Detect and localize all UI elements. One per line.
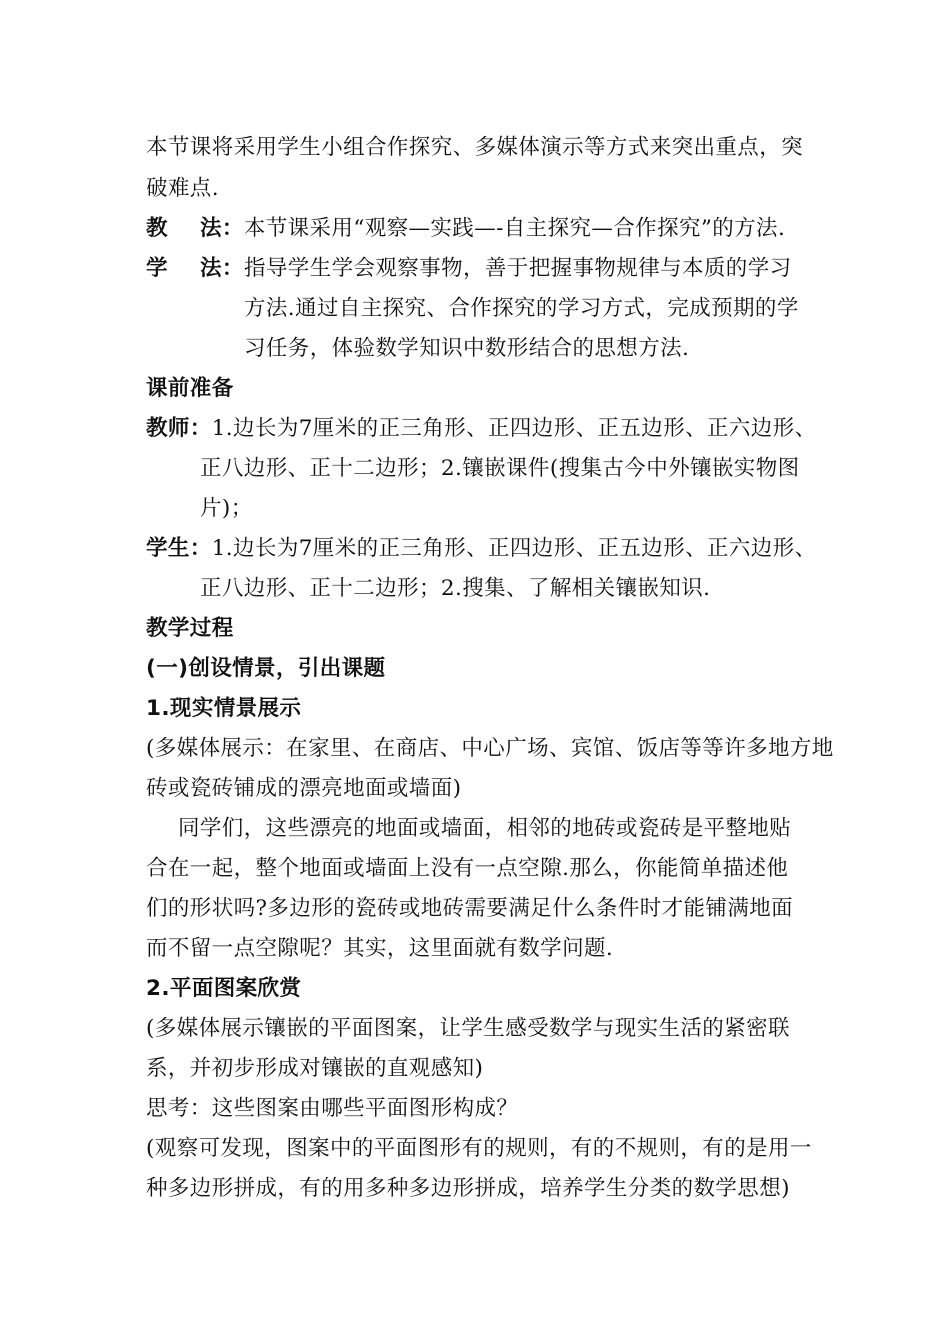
- learning-method-line-3: 习任务，体验数学知识中数形结合的思想方法.: [244, 336, 690, 361]
- subsection-1-para-line-1: 同学们，这些漂亮的地面或墙面，相邻的地砖或瓷砖是平整地贴: [178, 816, 792, 841]
- section-1-heading: (一)创设情景，引出课题: [146, 656, 386, 681]
- prep-heading: 课前准备: [146, 376, 234, 401]
- learning-method-line-1: 指导学生学会观察事物，善于把握事物规律与本质的学习: [244, 256, 792, 281]
- learning-method-label-a: 学: [146, 256, 168, 281]
- teaching-method-label-a: 教: [146, 216, 168, 241]
- process-heading: 教学过程: [146, 616, 234, 641]
- teacher-prep-line-3: 片)；: [200, 496, 253, 521]
- intro-line-1: 本节课将采用学生小组合作探究、多媒体演示等方式来突出重点，突: [146, 135, 804, 160]
- teacher-prep-line-1: 1.边长为7厘米的正三角形、正四边形、正五边形、正六边形、: [211, 416, 817, 441]
- learning-method-line-2: 方法.通过自主探究、合作探究的学习方式，完成预期的学: [244, 296, 799, 321]
- subsection-2-heading: 2.平面图案欣赏: [146, 976, 302, 1001]
- subsection-1-para-line-2: 合在一起，整个地面或墙面上没有一点空隙.那么，你能简单描述他: [146, 856, 789, 881]
- teacher-label: 教师：: [146, 416, 212, 441]
- subsection-1-note-line-1: (多媒体展示：在家里、在商店、中心广场、宾馆、饭店等等许多地方地: [146, 736, 834, 761]
- subsection-1-heading: 1.现实情景展示: [146, 696, 302, 721]
- think-question: 思考：这些图案由哪些平面图形构成？: [146, 1096, 519, 1121]
- student-prep-line-1: 1.边长为7厘米的正三角形、正四边形、正五边形、正六边形、: [211, 536, 817, 561]
- intro-line-2: 破难点.: [146, 176, 219, 201]
- subsection-2-note-line-2: 系，并初步形成对镶嵌的直观感知): [146, 1056, 484, 1081]
- subsection-1-para-line-4: 而不留一点空隙呢？其实，这里面就有数学问题.: [146, 936, 614, 961]
- teacher-prep-line-2: 正八边形、正十二边形；2.镶嵌课件(搜集古今中外镶嵌实物图: [200, 456, 800, 481]
- observe-line-2: 种多边形拼成，有的用多种多边形拼成，培养学生分类的数学思想): [146, 1176, 790, 1201]
- learning-method-row: [146, 254, 792, 284]
- teaching-method-row: [146, 214, 785, 244]
- student-label: 学生：: [146, 536, 212, 561]
- learning-method-label-b: 法：: [200, 256, 244, 281]
- student-prep-row: [146, 534, 817, 564]
- subsection-1-note-line-2: 砖或瓷砖铺成的漂亮地面或墙面): [146, 776, 462, 801]
- teacher-prep-row: [146, 414, 817, 444]
- observe-line-1: (观察可发现，图案中的平面图形有的规则，有的不规则，有的是用一: [146, 1136, 812, 1161]
- subsection-2-note-line-1: (多媒体展示镶嵌的平面图案，让学生感受数学与现实生活的紧密联: [146, 1016, 790, 1041]
- subsection-1-para-line-3: 们的形状吗?多边形的瓷砖或地砖需要满足什么条件时才能铺满地面: [146, 896, 794, 921]
- teaching-method-label-b: 法：: [200, 216, 244, 241]
- teaching-method-text: 本节课采用“观察—实践—-自主探究—合作探究”的方法.: [243, 216, 786, 241]
- student-prep-line-2: 正八边形、正十二边形；2.搜集、了解相关镶嵌知识.: [200, 576, 711, 601]
